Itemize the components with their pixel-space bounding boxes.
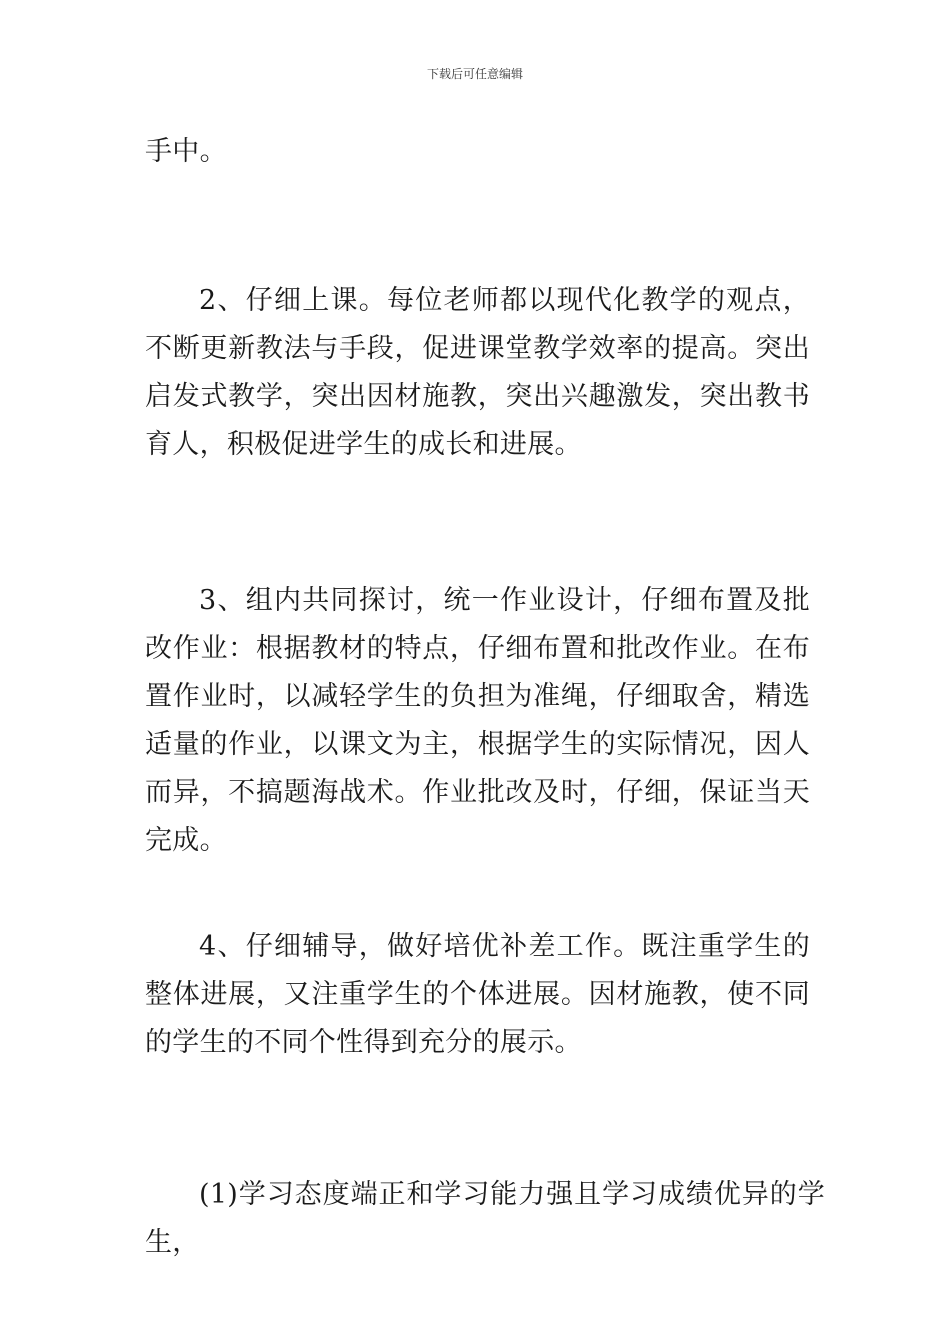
paragraph-item-3: 3、组内共同探讨，统一作业设计，仔细布置及批改作业：根据教材的特点，仔细布置和批改作业。在布置作业时，以减轻学生的负担为准绳，仔细取舍，精选适量的作业，以课文为主，根据学生的实际情况，因人而异，不搞题海战术。作业批改及时，仔细，保证当天完成。 bbox=[145, 585, 810, 856]
paragraph-subitem-1: (1)学习态度端正和学习能力强且学习成绩优异的学生， bbox=[145, 1179, 825, 1258]
paragraph-item-2: 2、仔细上课。每位老师都以现代化教学的观点，不断更新教法与手段，促进课堂教学效率的提高。突出启发式教学，突出因材施教，突出兴趣激发，突出教书育人，积极促进学生的成长和进展。 bbox=[145, 285, 810, 460]
page-header: 下载后可任意编辑 bbox=[426, 67, 523, 81]
paragraph-item-4: 4、仔细辅导，做好培优补差工作。既注重学生的整体进展，又注重学生的个体进展。因材施教，使不同的学生的不同个性得到充分的展示。 bbox=[145, 931, 810, 1058]
paragraph-continuation: 手中。 bbox=[145, 136, 227, 167]
